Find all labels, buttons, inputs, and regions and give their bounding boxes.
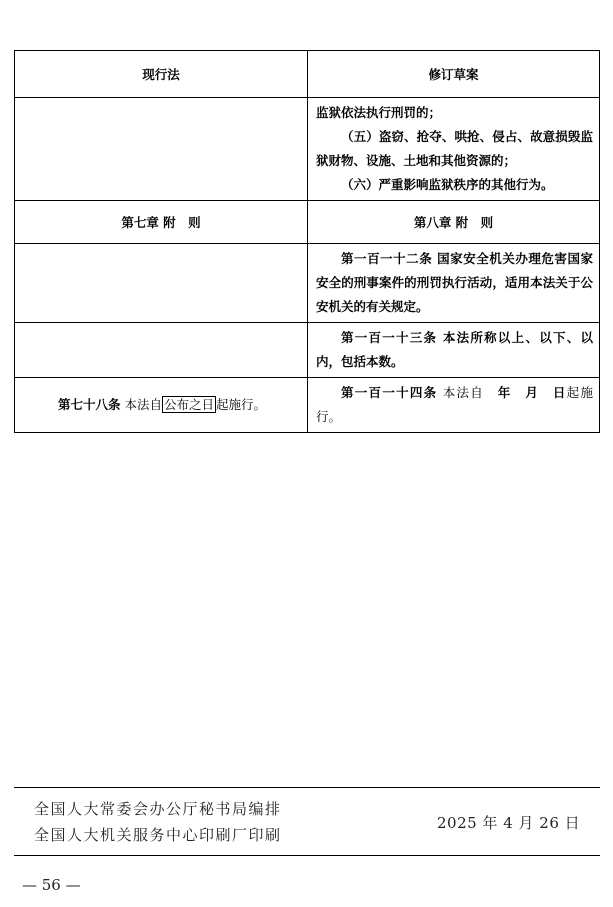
- footer-printer-line: 全国人大机关服务中心印刷厂印刷: [34, 826, 282, 844]
- article-text-post: 起施行。: [316, 385, 593, 424]
- article-text-pre: 本法自: [124, 397, 162, 412]
- article-text: 本法所称以上、以下、以内，包括本数。: [316, 330, 593, 369]
- article-text-post: 起施行。: [216, 397, 267, 412]
- draft-line: （六）严重影响监狱秩序的其他行为。: [341, 177, 554, 192]
- current-law-cell-empty: [15, 98, 308, 201]
- footer-bottom-rule: [14, 855, 600, 856]
- draft-continuation-text: [308, 98, 599, 200]
- article-113-cell: [308, 323, 600, 378]
- article-78-cell: [15, 378, 308, 433]
- footer-editor-line: 全国人大常委会办公厅秘书局编排: [34, 800, 282, 818]
- header-current-law: 现行法: [15, 51, 308, 98]
- header-revised-draft: 修订草案: [308, 51, 600, 98]
- comparison-table: [14, 50, 600, 433]
- table-header-row: [15, 51, 600, 98]
- table-row: [15, 323, 600, 378]
- article-label: 第一百一十四条: [341, 385, 438, 400]
- draft-continuation-cell: [308, 98, 600, 201]
- chapter-row: [15, 201, 600, 244]
- article-text-pre: 本法自: [442, 385, 485, 400]
- article-112-cell: [308, 244, 600, 323]
- article-label: 第一百一十二条: [341, 251, 433, 266]
- article-114-cell: [308, 378, 600, 433]
- draft-line: （五）盗窃、抢夺、哄抢、侵占、故意损毁监狱财物、设施、土地和其他资源的；: [316, 129, 593, 168]
- article-text: 国家安全机关办理危害国家安全的刑事案件的刑罚执行活动，适用本法关于公安机关的有关规定。: [316, 251, 593, 314]
- table-row: [15, 98, 600, 201]
- chapter-current: 第七章 附 则: [15, 201, 308, 244]
- footer-date: 2025 年 4 月 26 日: [437, 814, 581, 832]
- article-date-blank: 年 月 日: [484, 385, 567, 400]
- current-law-cell-empty: [15, 244, 308, 323]
- draft-line: 监狱依法执行刑罚的；: [316, 105, 442, 120]
- table-row: [15, 244, 600, 323]
- chapter-draft: 第八章 附 则: [308, 201, 600, 244]
- page-number: — 56 —: [22, 876, 81, 894]
- article-label: 第七十八条: [57, 397, 121, 412]
- footer-top-rule: [14, 787, 600, 788]
- table-row: [15, 378, 600, 433]
- current-law-cell-empty: [15, 323, 308, 378]
- article-label: 第一百一十三条: [341, 330, 438, 345]
- deleted-text-box: 公布之日: [163, 397, 214, 412]
